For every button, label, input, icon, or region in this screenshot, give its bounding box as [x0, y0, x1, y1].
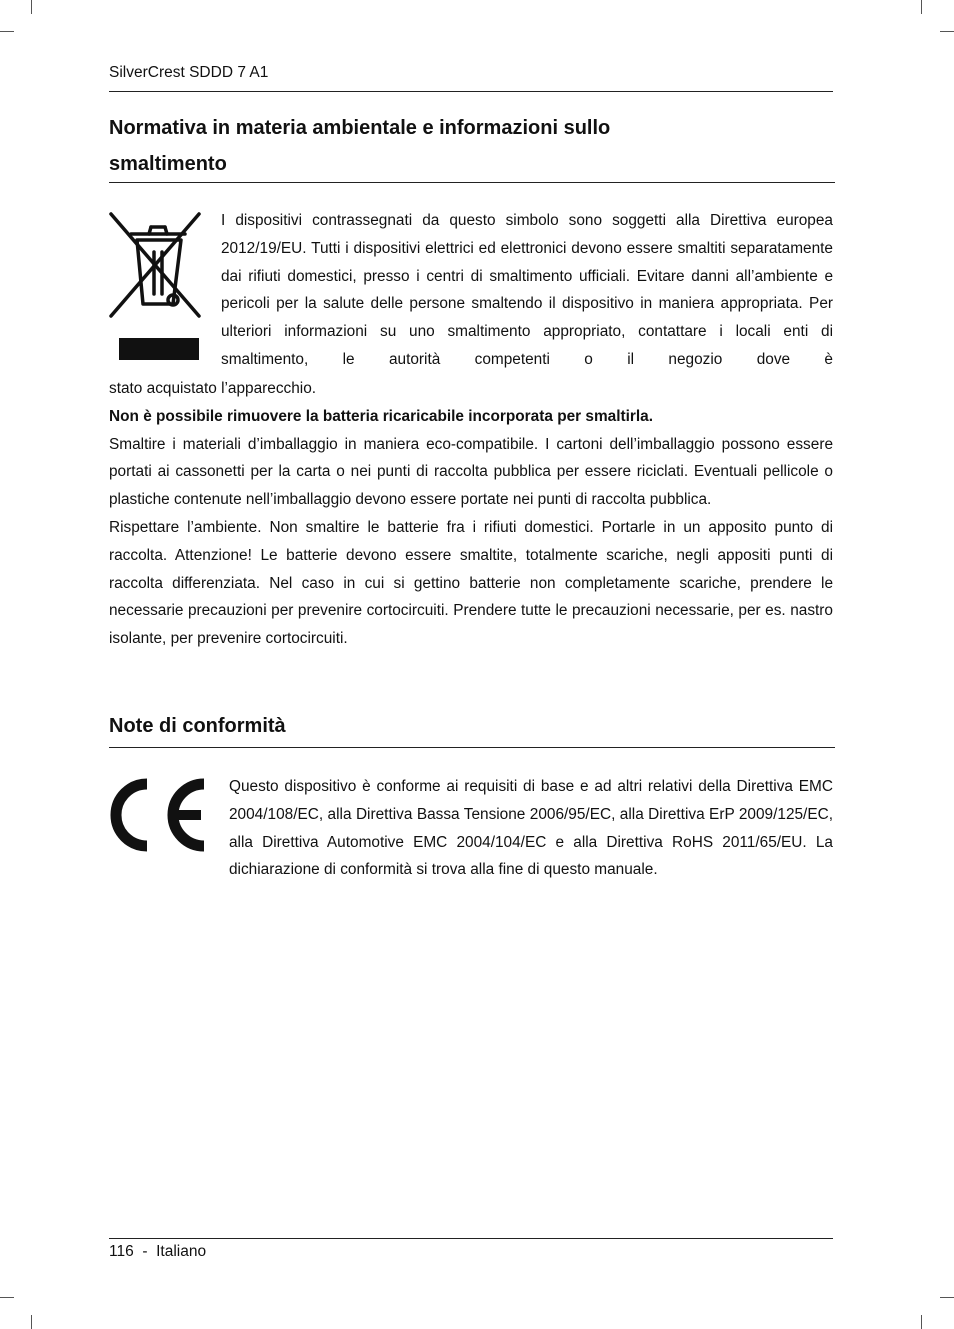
crop-mark	[31, 1315, 32, 1329]
header-rule	[109, 91, 833, 92]
ce-paragraph: Questo dispositivo è conforme ai requisiti di base e ad altri relativi della Direttiva EMC 2004/108/EC, alla Direttiva Bassa Tensione 2006/95/EC, alla Direttiva ErP 2009/125/EC, alla Direttiva Automotive EMC 2004/104/EC e alla Direttiva RoHS 2011/65/EU. La dichiarazione di conformità si trova alla fine di questo manuale.	[229, 778, 833, 879]
crop-mark	[940, 31, 954, 32]
weee-paragraph-end: stato acquistato l’apparecchio.	[109, 380, 317, 397]
section-rule	[109, 182, 835, 183]
running-header: SilverCrest SDDD 7 A1	[109, 64, 269, 81]
section-heading-environment	[109, 110, 833, 182]
crop-mark	[31, 0, 32, 14]
page-number: 116 - Italiano	[109, 1243, 207, 1260]
disposal-text-block	[109, 375, 833, 653]
crossed-out-wheelie-bin-icon	[109, 212, 205, 364]
heading-line-1: Normativa in materia ambientale e informazioni sullo	[109, 117, 611, 139]
footer-rule	[109, 1238, 833, 1239]
crop-mark	[940, 1297, 954, 1298]
crop-mark	[0, 31, 14, 32]
conformity-heading: Note di conformità	[109, 715, 286, 737]
crop-mark	[921, 1315, 922, 1329]
crop-mark	[0, 1297, 14, 1298]
heading-line-2: smaltimento	[109, 153, 227, 175]
ce-mark-icon	[109, 778, 209, 852]
section-rule	[109, 747, 835, 748]
battery-disposal-paragraph: Rispettare l’ambiente. Non smaltire le batterie fra i rifiuti domestici. Portarle in un apposito punto di raccolta. Attenzione! Le batterie devono essere smaltite, totalmente scariche, negli appositi punti di raccolta differenziata. Nel caso in cui si gettino batterie non completamente scariche, prendere le necessarie precauzioni per prevenire cortocircuiti. Prendere tutte le precauzioni necessarie, per es. nastro isolante, per prevenire cortocircuiti.	[109, 518, 833, 648]
crop-mark	[921, 0, 922, 14]
packaging-paragraph: Smaltire i materiali d’imballaggio in maniera eco-compatibile. I cartoni dell’imballaggio possono essere portati ai cassonetti per la carta o nei punti di raccolta pubblica per essere riciclati. Eventuali pellicole o plastiche contenute nell’imballaggio devono essere portate nei punti di raccolta pubblica.	[109, 435, 833, 509]
battery-notice: Non è possibile rimuovere la batteria ricaricabile incorporata per smaltirla.	[109, 407, 654, 425]
weee-paragraph: I dispositivi contrassegnati da questo simbolo sono soggetti alla Direttiva europea 2012/19/EU. Tutti i dispositivi elettrici ed elettronici devono essere smaltiti separatamente dai rifiuti domestici, presso i centri di smaltimento ufficiali. Evitare danni all’ambiente e pericoli per la salute delle persone smaltendo il dispositivo in maniera appropriata. Per ulteriori informazioni su uno smaltimento appropriato, contattare i locali enti di smaltimento, le autorità competenti o il negozio dove è	[221, 212, 833, 368]
section-heading-conformity	[109, 708, 286, 744]
